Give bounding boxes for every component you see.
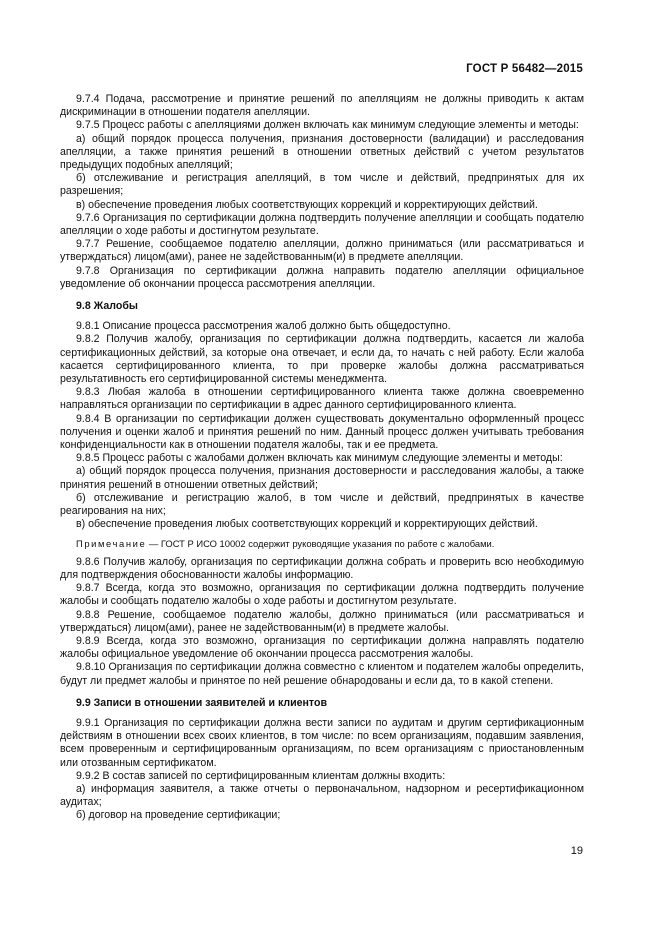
- note-label: Примечание: [76, 537, 147, 549]
- section-heading-9-9: 9.9 Записи в отношении заявителей и клиентов: [76, 696, 327, 709]
- paragraph-9-7-6: 9.7.6 Организация по сертификации должна подтвердить получение апелляции и сообщать подателю апелляции о ходе работы и достигнутом результате.: [60, 211, 584, 238]
- document-body: [60, 93, 584, 823]
- page-number: 19: [570, 845, 583, 857]
- paragraph-9-8-4: 9.8.4 В организации по сертификации должен существовать документально оформленный процесс получения и оценки жалоб и принятия решений по ним. Данный процесс должен учитывать требования конфиденциальности как в отношении подателя жалобы, так и ее предмета.: [60, 412, 584, 452]
- paragraph-9-7-5: 9.7.5 Процесс работы с апелляциями должен включать как минимум следующие элементы и методы:: [76, 119, 579, 132]
- paragraph-9-8-9: 9.8.9 Всегда, когда это возможно, организация по сертификации должна направлять подателю жалобы официальное уведомление об окончании процесса рассмотрения жалобы.: [60, 634, 584, 661]
- paragraph-9-7-4: 9.7.4 Подача, рассмотрение и принятие решений по апелляциям не должны приводить к актам дискриминации в отношении подателя апелляции.: [60, 93, 584, 119]
- list-item-b: б) договор на проведение сертификации;: [76, 809, 281, 822]
- paragraph-9-8-7: 9.8.7 Всегда, когда это возможно, организация по сертификации должна подтвердить получение жалобы и сообщать подателю жалобы о ходе работы и достигнутом результате.: [60, 582, 584, 608]
- paragraph-9-9-1: 9.9.1 Организация по сертификации должна вести записи по аудитам и другим сертификационным действиям в отношении всех своих клиентов, в том числе: по всем организациям, подавшим заявления, всем проверенным и сертифицированным организациям, по всем организациям с приостановленным или отозванным сертификатом.: [60, 716, 584, 769]
- paragraph-9-8-2: 9.8.2 Получив жалобу, организация по сертификации должна подтвердить, касается ли жалоба сертификационных действий, за которые она отвечает, и если да, то начать с ней работу. Если жалоба касается сертифицированного клиента, то при проверке жалобы должна рассматриваться результативность его сертифицированной системы менеджмента.: [60, 333, 584, 386]
- paragraph-9-8-5: 9.8.5 Процесс работы с жалобами должен включать как минимум следующие элементы и методы:: [76, 452, 563, 465]
- list-item-v: в) обеспечение проведения любых соответствующих коррекций и корректирующих действий.: [76, 518, 538, 531]
- paragraph-9-8-8: 9.8.8 Решение, сообщаемое подателю жалобы, должно приниматься (или рассматриваться и утверждаться) лицом(ами), ранее не задействованным(и) в предмете жалобы.: [60, 608, 584, 634]
- paragraph-9-7-8: 9.7.8 Организация по сертификации должна направить подателю апелляции официальное уведомление об окончании процесса рассмотрения апелляции.: [60, 264, 584, 290]
- paragraph-9-7-7: 9.7.7 Решение, сообщаемое подателю апелляции, должно приниматься (или рассматриваться и утверждаться) лицом(ами), ранее не задействованным(и) в предмете апелляции.: [60, 238, 584, 264]
- paragraph-9-8-3: 9.8.3 Любая жалоба в отношении сертифицированного клиента также должна своевременно направляться организации по сертификации в адрес данного сертифицированного клиента.: [60, 386, 584, 412]
- paragraph-9-8-1: 9.8.1 Описание процесса рассмотрения жалоб должно быть общедоступно.: [76, 320, 451, 333]
- section-heading-9-8: 9.8 Жалобы: [76, 300, 138, 313]
- paragraph-9-8-6: 9.8.6 Получив жалобу, организация по сертификации должна собрать и проверить всю необходимую для подтверждения обоснованности жалобы информацию.: [60, 555, 584, 581]
- paragraph-9-8-10: 9.8.10 Организация по сертификации должна совместно с клиентом и подателем жалобы определить, будут ли предмет жалобы и принятое по ней решение обнародованы и если да, то в какой степени.: [60, 661, 584, 687]
- list-item-v: в) обеспечение проведения любых соответствующих коррекций и корректирующих действий.: [76, 198, 538, 211]
- list-item-b: б) отслеживание и регистрацию жалоб, в том числе и действий, предпринятых в качестве реагирования на них;: [60, 491, 584, 518]
- paragraph-9-9-2: 9.9.2 В состав записей по сертифицированным клиентам должны входить:: [76, 769, 446, 782]
- list-item-b: б) отслеживание и регистрация апелляций, в том числе и действий, предпринятых для их разрешения;: [60, 172, 584, 198]
- list-item-a: а) информация заявителя, а также отчеты о первоначальном, надзорном и ресертификационном аудитах;: [60, 782, 584, 809]
- list-item-a: а) общий порядок процесса получения, признания достоверности и расследования жалобы, а также принятия решений в отношении ответных действий;: [60, 465, 584, 491]
- document-header: ГОСТ Р 56482—2015: [466, 63, 583, 75]
- list-item-a: а) общий порядок процесса получения, признания достоверности (валидации) и расследования апелляции, а также принятия решений в отношении ответных действий с учетом результатов предыдущих подобных апелляций;: [60, 132, 584, 172]
- note: [60, 537, 584, 550]
- note-text: — ГОСТ Р ИСО 10002 содержит руководящие указания по работе с жалобами.: [146, 537, 495, 549]
